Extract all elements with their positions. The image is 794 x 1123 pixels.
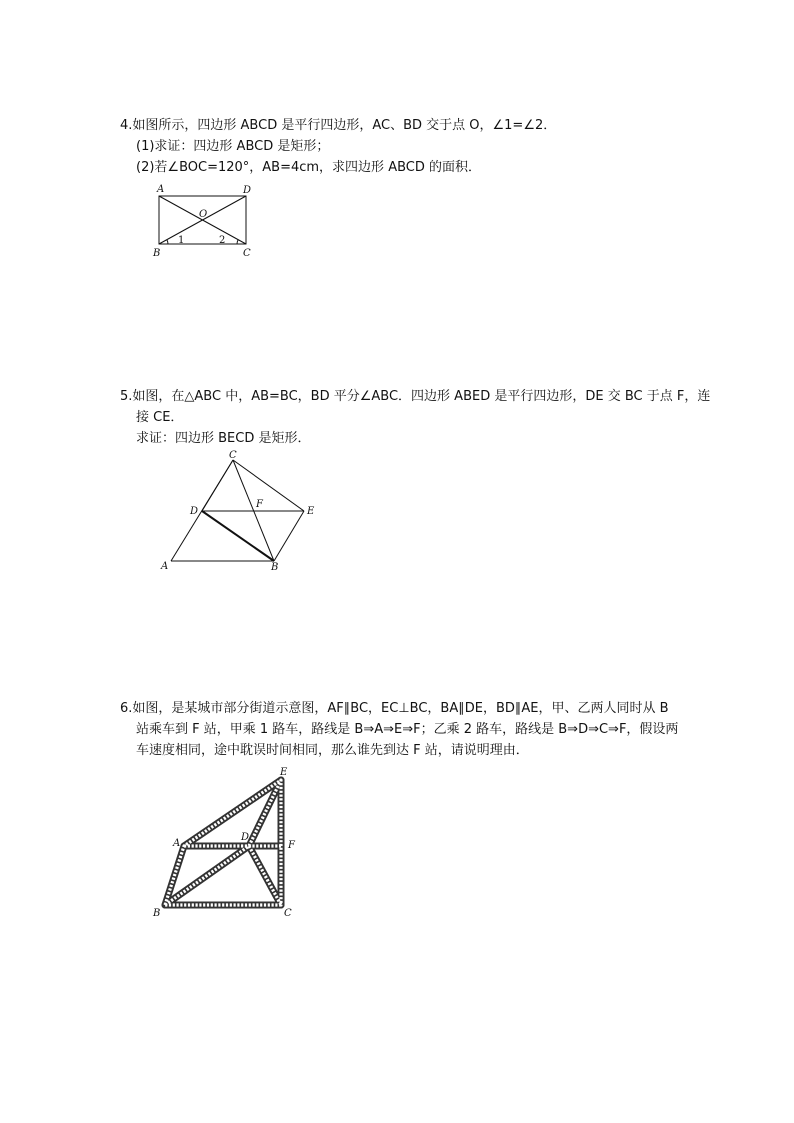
label-angle2: 2	[219, 235, 226, 246]
label-F: F	[256, 499, 263, 510]
label-E: E	[280, 767, 288, 778]
label-D: D	[190, 506, 199, 517]
problem6-line2: 站乘车到 F 站，甲乘 1 路车，路线是 B⇒A⇒E⇒F；乙乘 2 路车，路线是 B⇒D⇒C⇒F，假设两	[136, 722, 679, 737]
label-B: B	[271, 562, 279, 573]
problem4-line3: (2)若∠BOC=120°，AB=4cm，求四边形 ABCD 的面积．	[136, 160, 481, 175]
label-D: D	[243, 185, 252, 196]
problem4-line2: (1)求证：四边形 ABCD 是矩形；	[136, 139, 330, 154]
label-E: E	[307, 506, 315, 517]
problem5-line1: 5.如图，在△ABC 中，AB=BC，BD 平分∠ABC．四边形 ABED 是平行四边形，DE 交 BC 于点 F，连	[120, 389, 711, 404]
label-C: C	[243, 248, 251, 259]
label-C: C	[284, 908, 292, 919]
problem5-line2: 接 CE．	[136, 410, 184, 425]
label-B: B	[153, 248, 161, 259]
segment-cd	[202, 460, 233, 511]
label-B: B	[153, 908, 161, 919]
label-A: A	[173, 838, 181, 849]
label-F: F	[288, 840, 295, 851]
street-map-figure	[165, 780, 281, 905]
angle1-arc	[167, 240, 168, 244]
label-O: O	[199, 209, 208, 220]
angle2-arc	[237, 240, 238, 244]
problem5-line3: 求证：四边形 BECD 是矩形．	[136, 431, 311, 446]
problem6-line1: 6.如图，是某城市部分街道示意图，AF∥BC，EC⊥BC，BA∥DE，BD∥AE，甲、乙两人同时从 B	[120, 701, 669, 716]
label-A: A	[157, 184, 165, 195]
segment-db	[202, 511, 274, 561]
segment-eb	[274, 511, 304, 561]
problem6-line3: 车速度相同，途中耽误时间相同，那么谁先到达 F 站，请说明理由．	[136, 743, 529, 758]
label-C: C	[229, 450, 237, 461]
label-angle1: 1	[178, 235, 185, 246]
label-D: D	[241, 832, 250, 843]
label-A: A	[161, 561, 169, 572]
problem4-line1: 4.如图所示，四边形 ABCD 是平行四边形，AC、BD 交于点 O，∠1=∠2．	[120, 118, 557, 133]
